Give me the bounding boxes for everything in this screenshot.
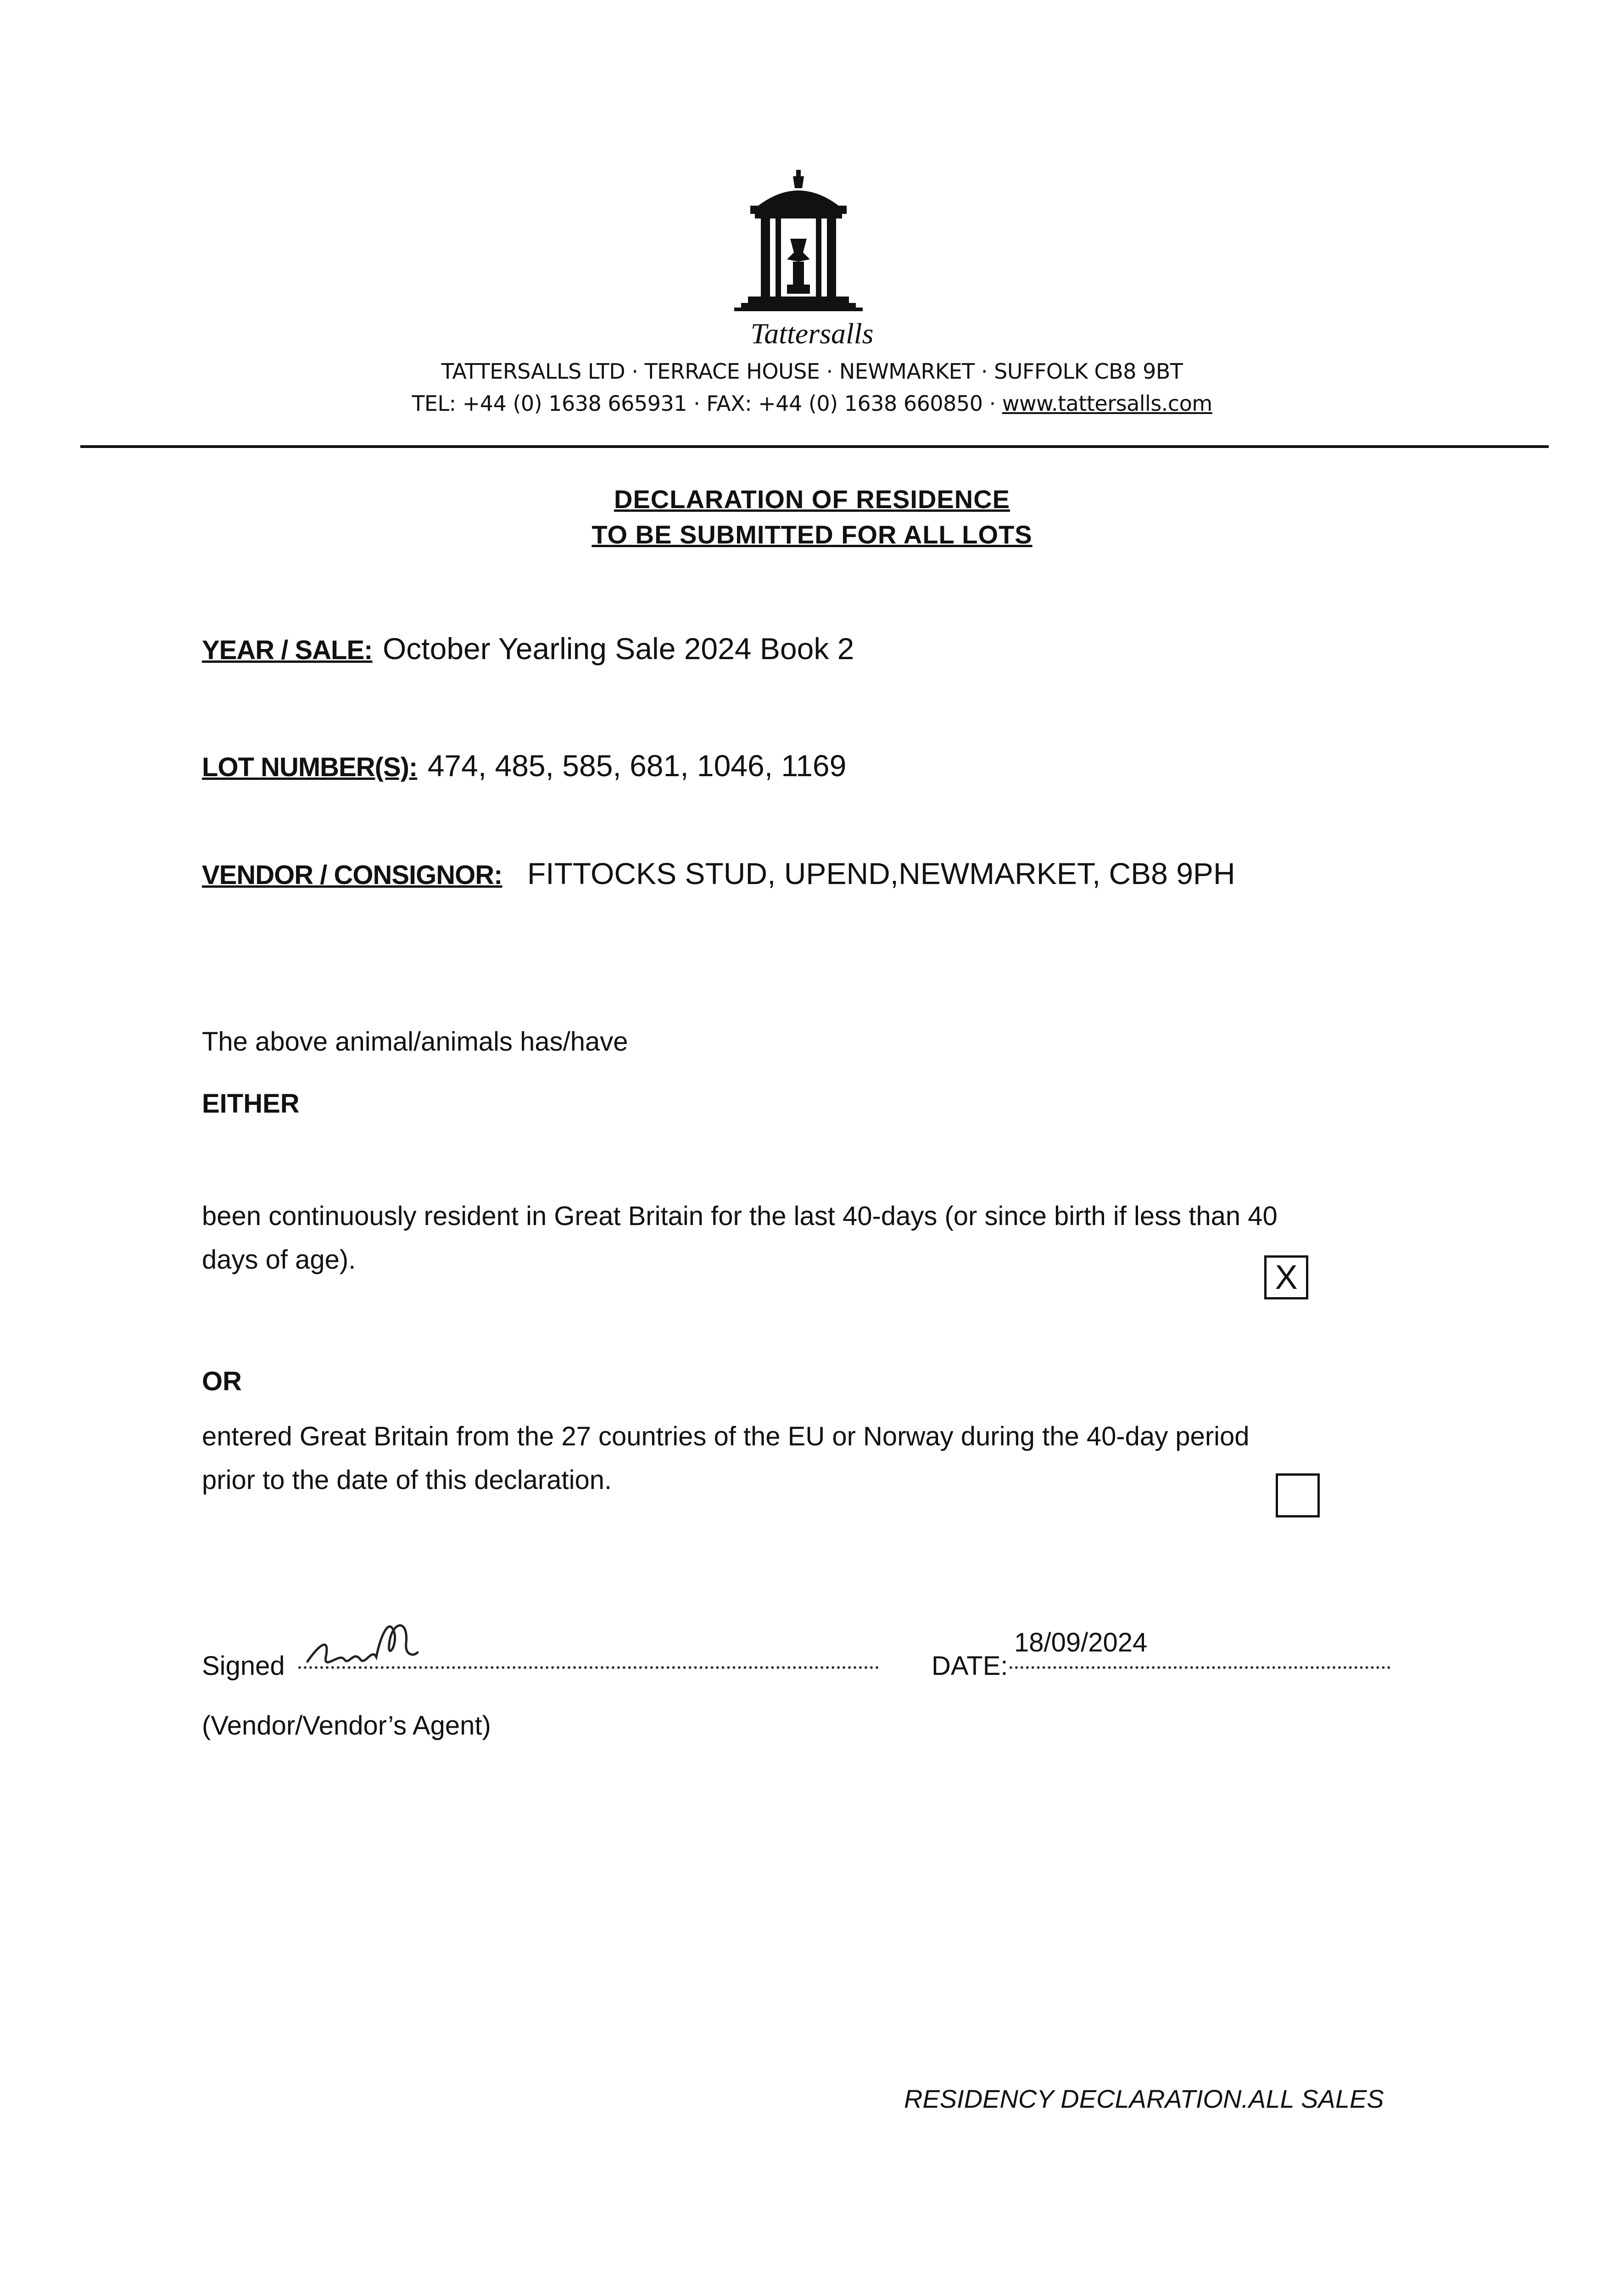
continuous-residence-checkbox[interactable]: X [1264,1255,1308,1299]
date-line[interactable] [1010,1666,1390,1669]
or-heading: OR [202,1366,242,1396]
header-divider [80,445,1549,448]
vendor-agent-note: (Vendor/Vendor’s Agent) [202,1711,491,1741]
contact-numbers: TEL: +44 (0) 1638 665931 · FAX: +44 (0) 1638 660850 · [412,391,1002,416]
intro-text: The above animal/animals has/have [202,1027,628,1057]
document-title: DECLARATION OF RESIDENCE [614,485,1010,514]
date-label: DATE: [932,1651,1008,1681]
eu-entry-checkbox[interactable] [1276,1473,1320,1517]
temple-statue-logo-icon [730,170,867,321]
lot-numbers-label: LOT NUMBER(S): [202,752,418,782]
year-sale-label: YEAR / SALE: [202,635,373,665]
either-heading: EITHER [202,1089,300,1119]
option-eu-entry-line2: prior to the date of this declaration. [202,1465,612,1495]
year-sale-row [202,631,854,666]
vendor-value: FITTOCKS STUD, UPEND,NEWMARKET, CB8 9PH [527,856,1235,890]
contact-line [0,391,1624,416]
company-address: TATTERSALLS LTD · TERRACE HOUSE · NEWMARKET · SUFFOLK CB8 9BT [441,359,1183,384]
year-sale-value: October Yearling Sale 2024 Book 2 [382,632,854,666]
brand-name: Tattersalls [750,317,874,350]
lot-numbers-value: 474, 485, 585, 681, 1046, 1169 [427,749,847,783]
document-subtitle: TO BE SUBMITTED FOR ALL LOTS [592,520,1032,549]
vendor-label: VENDOR / CONSIGNOR: [202,860,502,890]
option-continuous-residence-line2: days of age). [202,1245,356,1275]
handwritten-signature-icon [298,1606,436,1680]
option-eu-entry-line1: entered Great Britain from the 27 countries of the EU or Norway during the 40-day period [202,1422,1250,1451]
lot-numbers-row [202,748,846,783]
vendor-row [202,856,1235,891]
date-value: 18/09/2024 [1014,1628,1148,1657]
form-name-footer: RESIDENCY DECLARATION.ALL SALES [904,2084,1384,2113]
website-link[interactable]: www.tattersalls.com [1002,391,1212,416]
option-continuous-residence-line1: been continuously resident in Great Britain for the last 40-days (or since birth if less than 40 [202,1201,1278,1231]
signed-label: Signed [202,1651,285,1681]
